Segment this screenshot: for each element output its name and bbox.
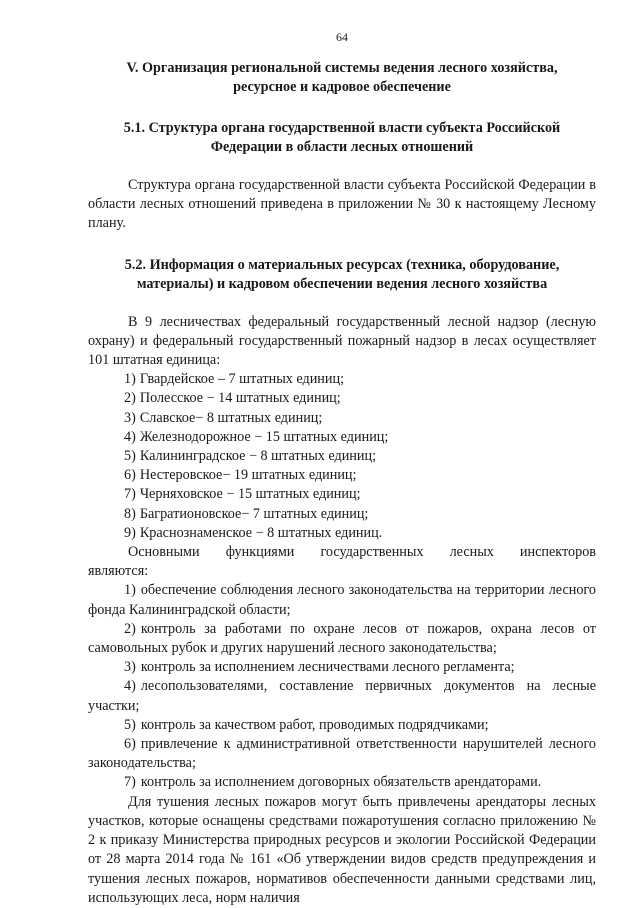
list-item-number: 3) [124,409,136,426]
subsection-5-1-title-line-1: 5.1. Структура органа государственной власти субъекта Российской [123,120,561,136]
list-item-number: 6) [124,467,136,484]
list-item-number: 9) [124,524,136,541]
list-item [88,716,596,735]
list-item-text: Черняховское − 15 штатных единиц; [139,486,361,503]
duties-list [88,581,596,792]
staff-intro-paragraph: В 9 лесничествах федеральный государственный лесной надзор (лесную охрану) и федеральный государственный пожарный надзор в лесах осуществляет 101 штатная единица: [88,313,596,369]
list-item-text: контроль за исполнением лесничествами лесного регламента; [140,659,515,676]
list-item-number: 6) [124,736,136,753]
list-item-number: 5) [124,448,136,465]
list-item [88,524,596,543]
list-item-text: Нестеровское− 19 штатных единиц; [139,467,357,484]
subsection-5-2-title-line-2: материалы) и кадровом обеспечении ведения лесного хозяйства [136,275,548,292]
section-title-line-1: V. Организация региональной системы ведения лесного хозяйства, [126,60,558,76]
list-item-text: привлечение к административной ответственности нарушителей лесного законодательства; [88,736,596,772]
subsection-5-1-paragraph: Структура органа государственной власти субъекта Российской Федерации в области лесных отношений приведена в приложении № 30 к настоящему Лесному плану. [88,177,596,232]
subsection-5-1-title [88,119,596,157]
list-item-number: 4) [124,428,136,445]
list-item-text: Железнодорожное − 15 штатных единиц; [139,428,389,445]
list-item [88,389,596,408]
list-item-number: 8) [124,505,136,522]
list-item-number: 7) [124,774,136,791]
list-item-text: контроль за качеством работ, проводимых подрядчиками; [140,716,489,733]
list-item [88,370,596,389]
list-item-number: 7) [124,486,136,503]
list-item-text: Краснознаменское − 8 штатных единиц. [139,524,383,541]
firefighting-paragraph: Для тушения лесных пожаров могут быть привлечены арендаторы лесных участков, которые оснащены средствами пожаротушения согласно приложению № 2 к приказу Министерства природных ресурсов и экологии Российской Федерации от 28 марта 2014 года № 161 «Об утверждении видов средств предупреждения и тушения лесных пожаров, нормативов обеспеченности данными средствами лиц, использующих леса, норм наличия [88,793,596,906]
list-item-text: контроль за исполнением договорных обязательств арендаторами. [140,774,542,791]
duties-intro-line-1: Основными функциями государственных лесных инспекторов [128,544,596,561]
list-item-text: Славское− 8 штатных единиц; [139,409,323,426]
list-item-text: контроль за работами по охране лесов от пожаров, охрана лесов от самовольных рубок и других нарушений лесного законодательства; [88,620,596,657]
list-item [88,447,596,466]
list-item-text: Калининградское − 8 штатных единиц; [139,448,377,465]
list-item-text: Багратионовское− 7 штатных единиц; [139,505,369,522]
duties-intro-line-2: являются: [88,563,149,580]
list-item [88,409,596,428]
list-item [88,677,596,715]
page-number: 64 [336,30,348,44]
list-item-number: 2) [124,620,136,637]
list-item-text: Гвардейское – 7 штатных единиц; [139,371,345,388]
subsection-5-2-title [88,256,596,294]
list-item [88,620,596,658]
list-item-number: 4) [124,678,136,695]
list-item-number: 1) [124,582,136,599]
list-item-number: 5) [124,716,136,733]
list-item-text: лесопользователями, составление первичных документов на лесные участки; [88,678,596,714]
list-item [88,466,596,485]
list-item [88,505,596,524]
list-item [88,735,596,773]
list-item-number: 3) [124,659,136,676]
document-page [88,30,596,908]
list-item [88,428,596,447]
subsection-5-1-title-line-2: Федерации в области лесных отношений [210,139,474,155]
section-title-line-2: ресурсное и кадровое обеспечение [233,79,451,95]
subsection-5-2-title-line-1: 5.2. Информация о материальных ресурсах (техника, оборудование, [124,256,560,273]
section-title [88,59,596,97]
list-item [88,773,596,792]
list-item [88,658,596,677]
list-item [88,485,596,504]
list-item-text: Полесское − 14 штатных единиц; [139,390,341,407]
list-item-text: обеспечение соблюдения лесного законодательства на территории лесного фонда Калининградской области; [88,582,596,618]
list-item [88,581,596,619]
list-item-number: 1) [124,371,136,388]
list-item-number: 2) [124,390,136,407]
forestry-list [88,370,596,543]
